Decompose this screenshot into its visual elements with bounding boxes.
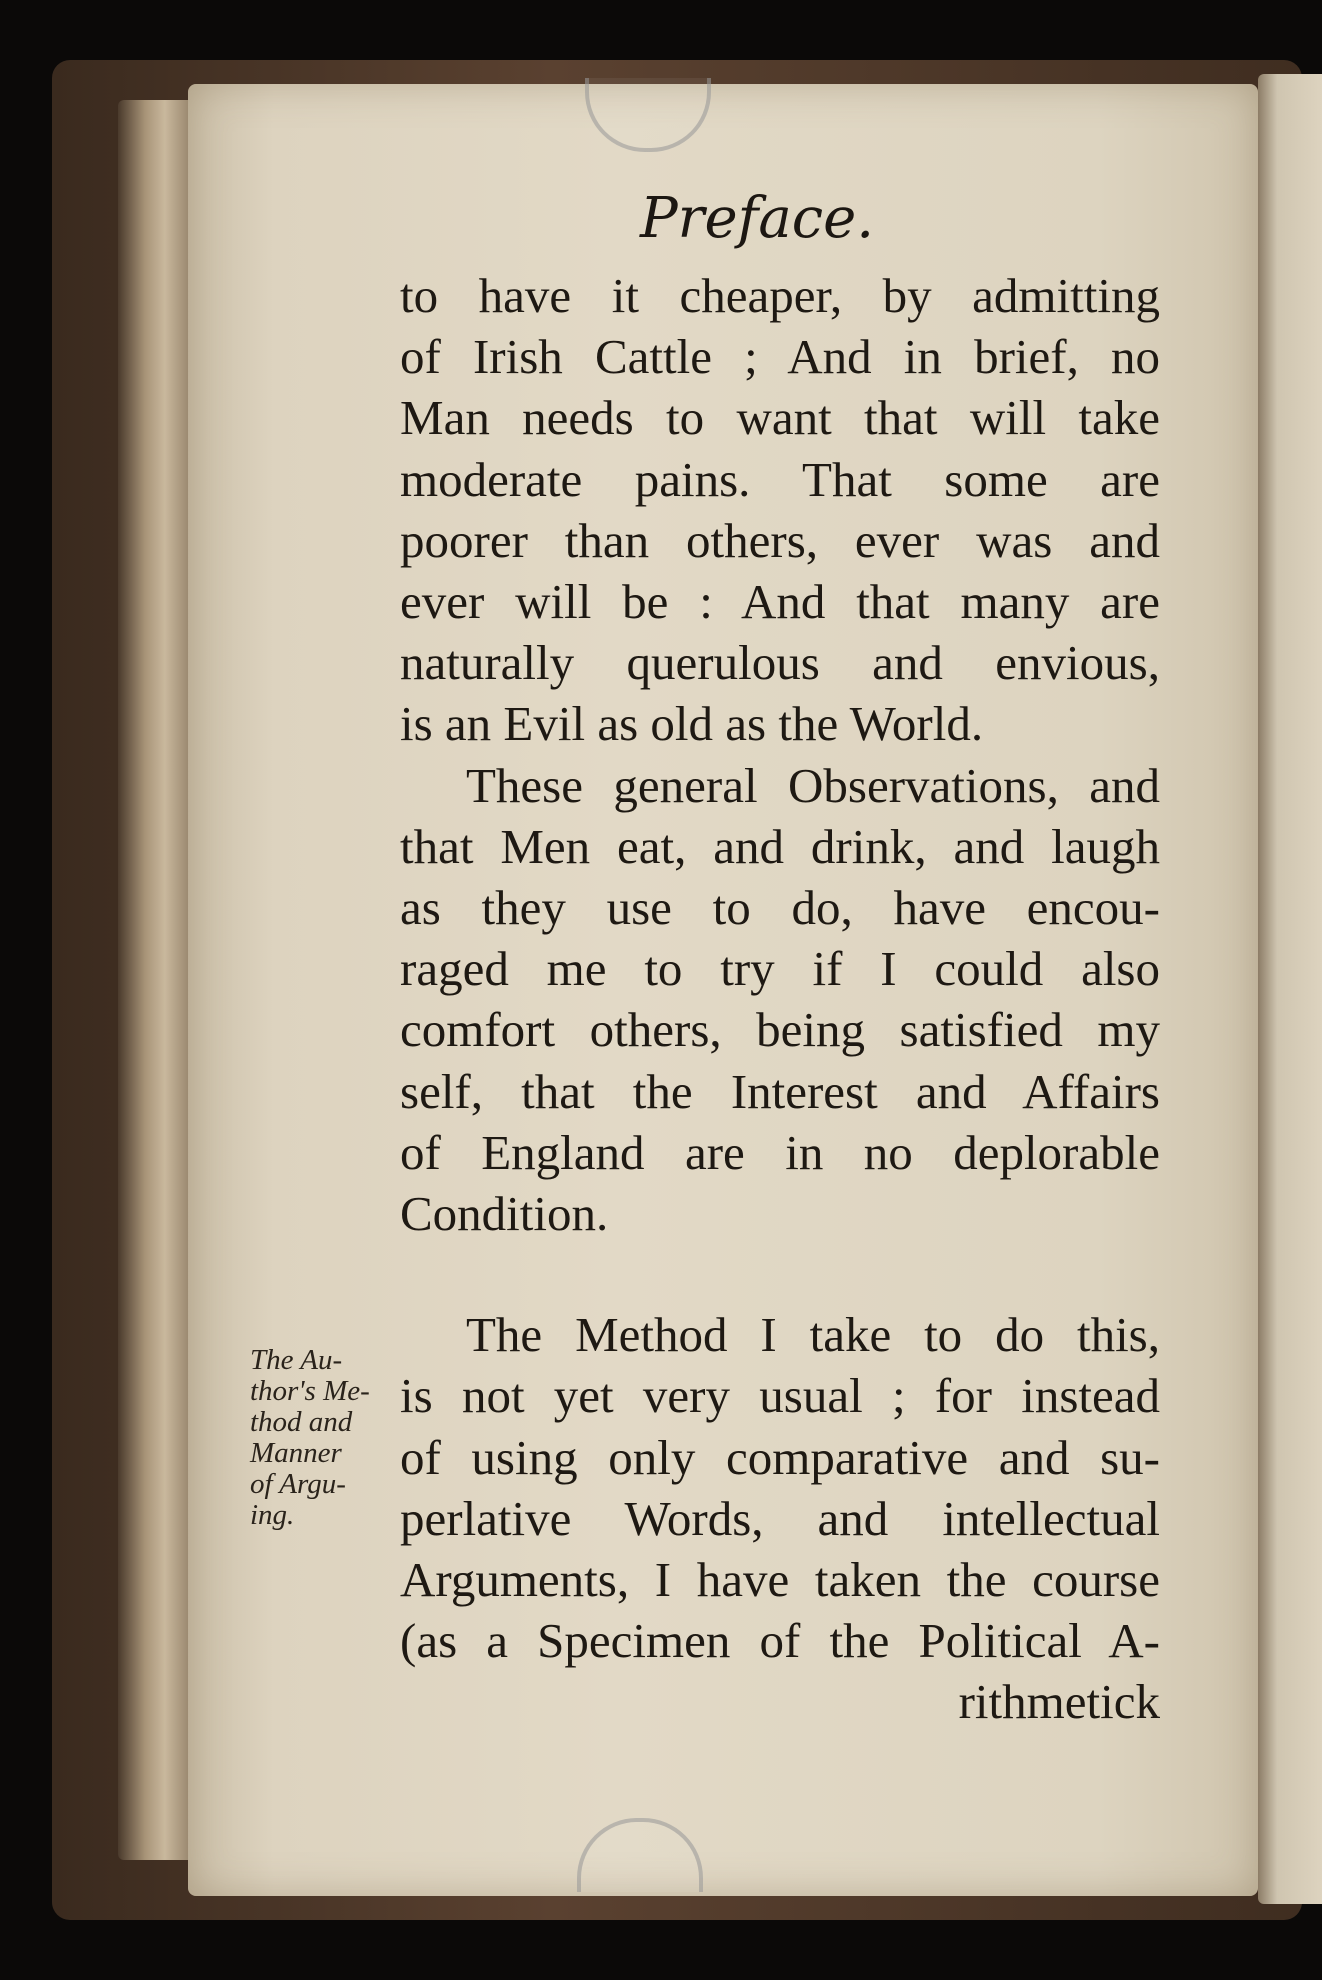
page-body — [400, 265, 1160, 1733]
facing-page-edge — [1258, 74, 1322, 1904]
text-line: raged me to try if I could also — [400, 941, 1160, 997]
marginal-line: Manner — [250, 1437, 342, 1469]
marginal-line: ing. — [250, 1499, 295, 1531]
marginal-line: thod and — [250, 1406, 353, 1438]
text-line: of England are in no deplorable — [400, 1124, 1160, 1180]
text-line: as they use to do, have encou- — [400, 880, 1160, 936]
text-line: that Men eat, and drink, and laugh — [400, 818, 1160, 874]
running-head: Preface. — [640, 186, 875, 251]
text-line: naturally querulous and envious, — [400, 635, 1160, 691]
text-line: perlative Words, and intellectual — [400, 1490, 1160, 1546]
marginal-line: thor's Me- — [250, 1375, 370, 1407]
text-line: The Method I take to do this, — [466, 1307, 1160, 1363]
marginal-note — [250, 1345, 390, 1531]
paragraph-gap — [400, 1244, 1160, 1304]
catchword: rithmetick — [958, 1674, 1160, 1730]
page-edges — [118, 100, 196, 1860]
text-line: self, that the Interest and Affairs — [400, 1063, 1160, 1119]
text-line: Man needs to want that will take — [400, 390, 1160, 446]
marginal-line: of Argu- — [250, 1468, 346, 1500]
text-line: is an Evil as old as the World. — [400, 696, 984, 752]
text-line: These general Observations, and — [466, 757, 1160, 813]
text-line: is not yet very usual ; for instead — [400, 1368, 1160, 1424]
text-line: (as a Specimen of the Political A- — [400, 1613, 1160, 1669]
text-line: Condition. — [400, 1186, 609, 1242]
text-line: to have it cheaper, by admitting — [400, 268, 1160, 323]
text-line: moderate pains. That some are — [400, 451, 1160, 507]
text-line: ever will be : And that many are — [400, 574, 1160, 630]
text-line: Arguments, I have taken the course — [400, 1552, 1160, 1608]
text-line: poorer than others, ever was and — [400, 512, 1160, 568]
text-line: of Irish Cattle ; And in brief, no — [400, 329, 1160, 385]
text-line: comfort others, being satisfied my — [400, 1002, 1160, 1058]
text-line: of using only comparative and su- — [400, 1429, 1160, 1485]
marginal-line: The Au- — [250, 1344, 343, 1376]
